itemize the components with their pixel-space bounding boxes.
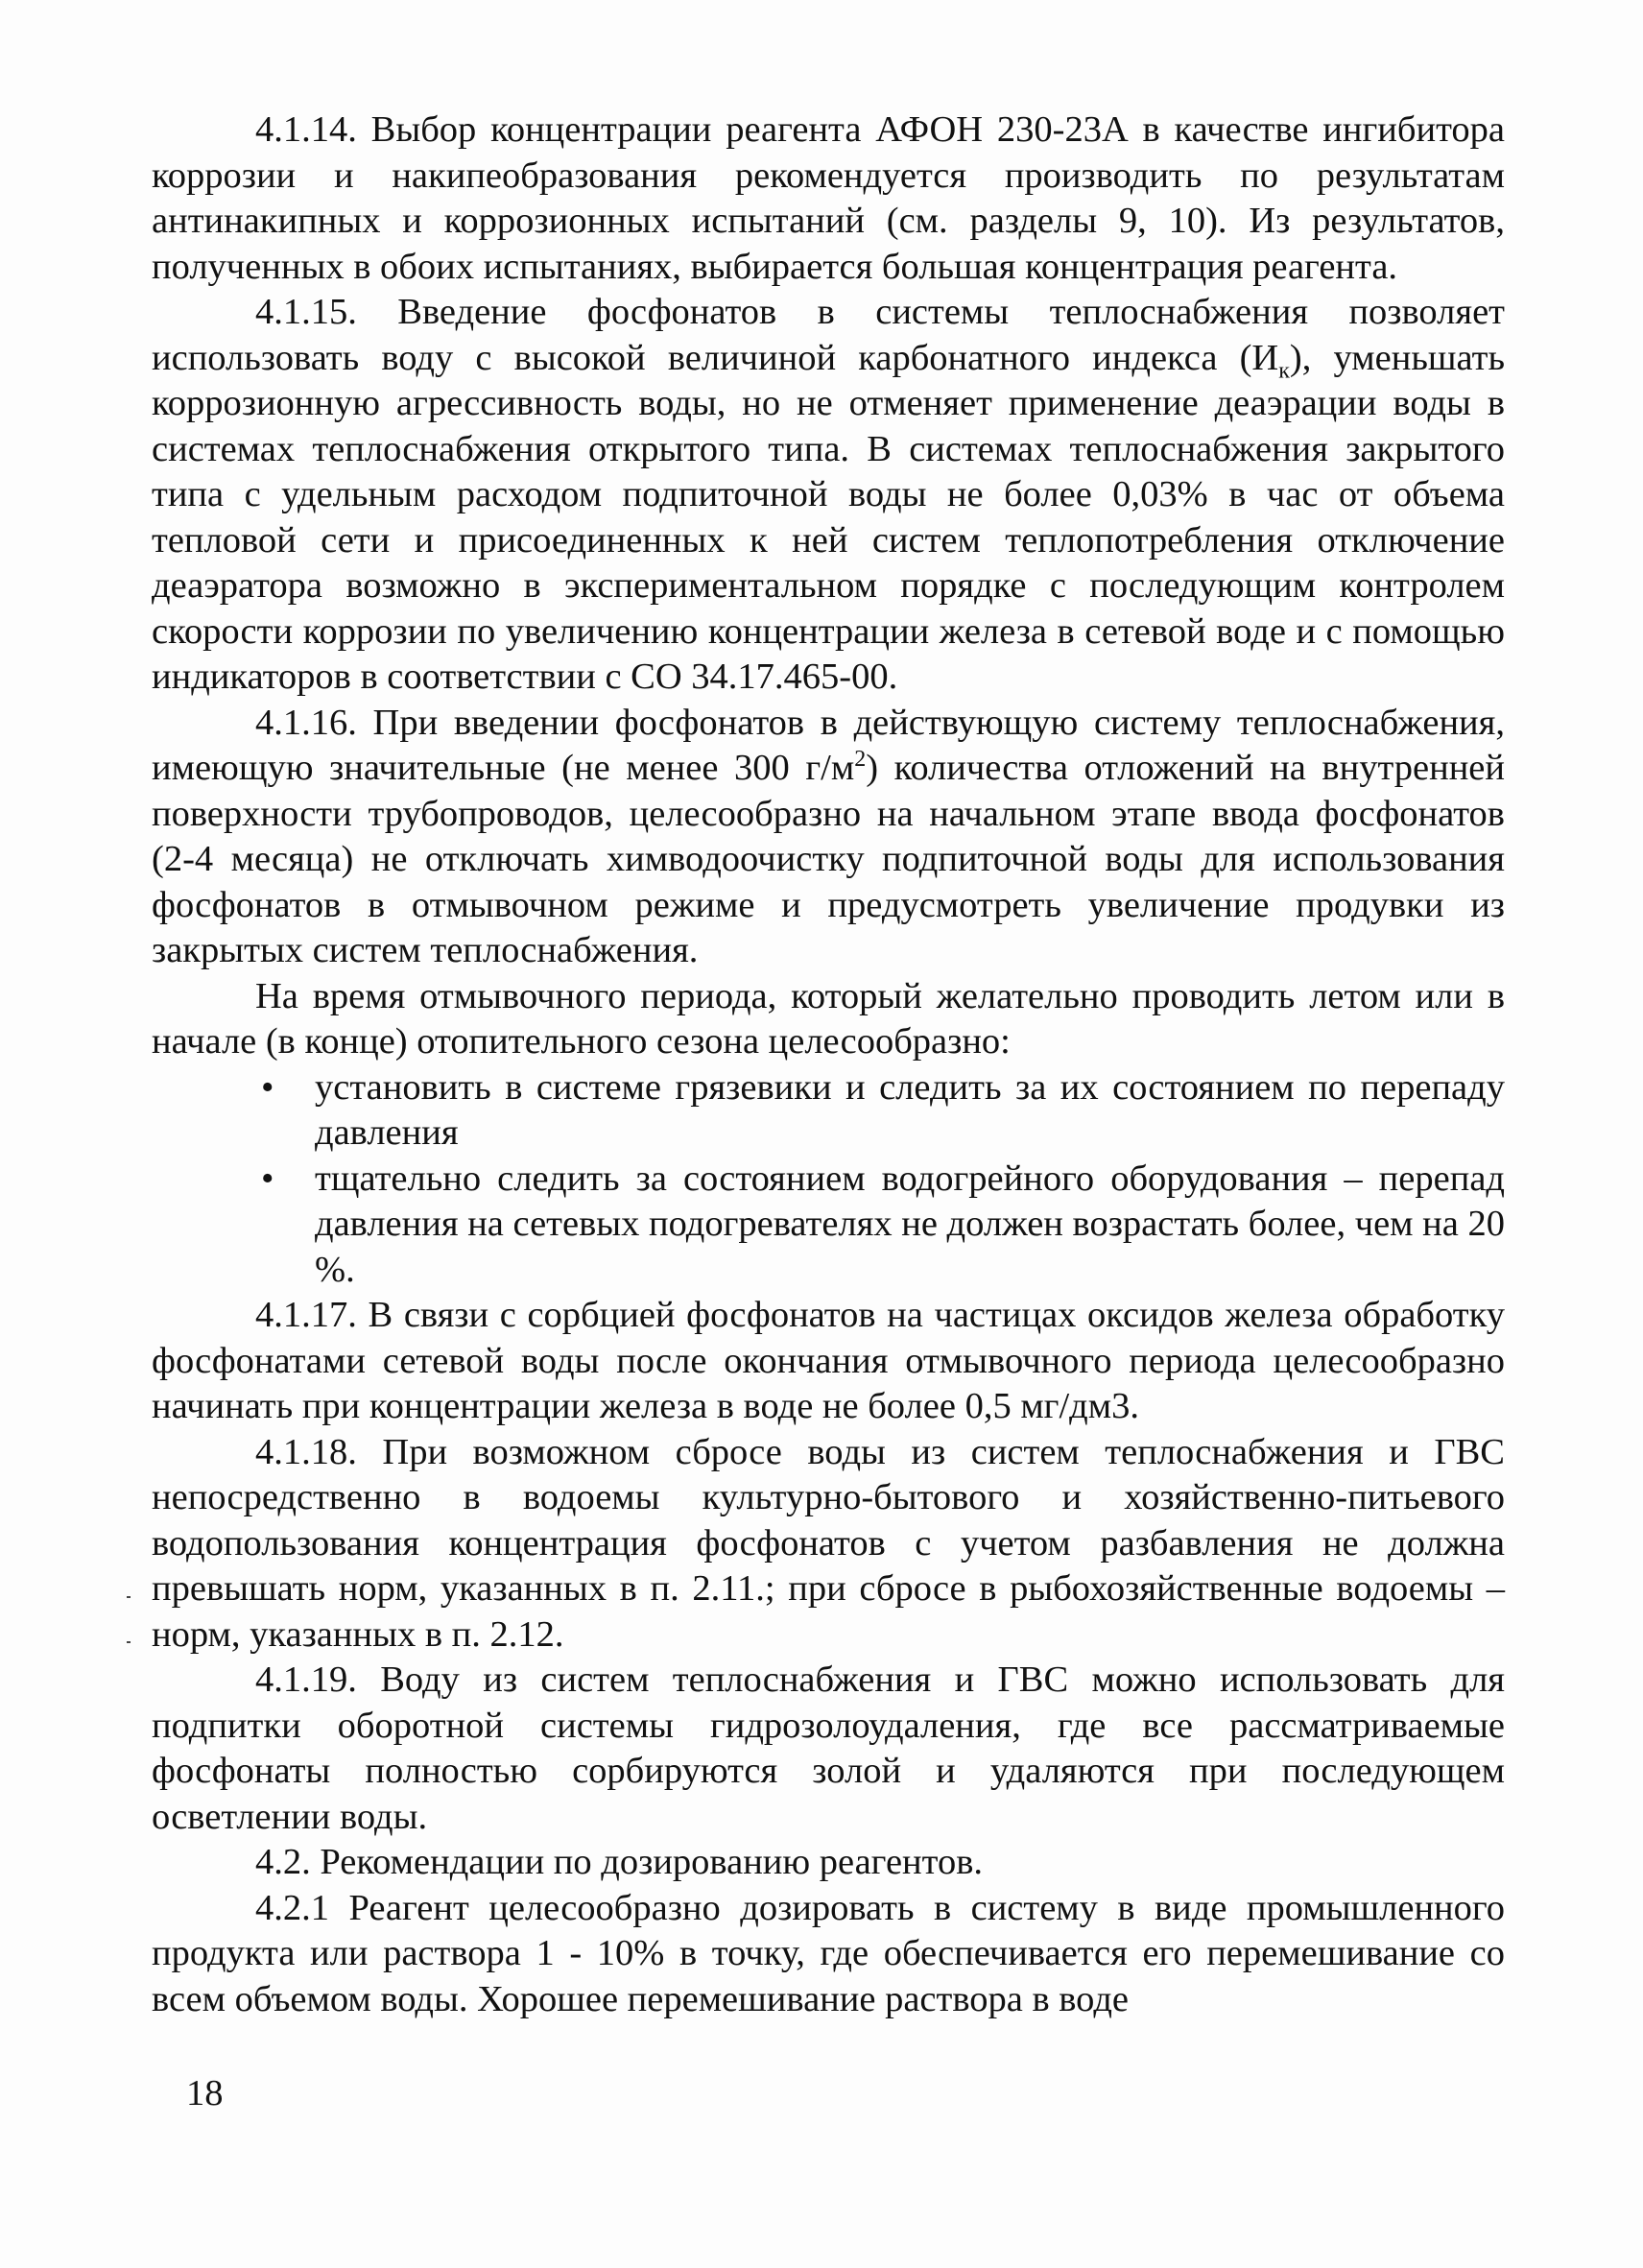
list-item [152,1065,1505,1157]
paragraph-4-1-16-part-a: 4.1.16. При введении фосфонатов в действующую систему теплоснабжения, имеющую значительные (не менее 300 г/м [152,702,1505,788]
paragraph-4-1-16-part-b: ) количества отложений на внутренней поверхности трубопроводов, целесообразно на начальном этапе ввода фосфонатов (2-4 месяца) не отключать химводоочистку подпиточной воды для использования фосфонатов в отмывочном режиме и предусмотреть увеличение продувки из закрытых систем теплоснабжения. [152,748,1505,970]
bullet-icon: • [261,1158,274,1199]
paragraph-4-1-18: 4.1.18. При возможном сбросе воды из систем теплоснабжения и ГВС непосредственно в водоемы культурно-бытового и хозяйственно-питьевого водопользования концентрация фосфонатов с учетом разбавления не должна превышать норм, указанных в п. 2.11.; при сбросе в рыбохозяйственные водоемы – норм, указанных в п. 2.12. [152,1431,1505,1655]
carbonate-index-subscript: к [1278,358,1290,384]
paragraph-4-1-15-part-a: 4.1.15. Введение фосфонатов в системы теплоснабжения позволяет использовать воду с высокой величиной карбонатного индекса (И [152,292,1505,378]
paragraph-wash-period: На время отмывочного периода, который желательно проводить летом или в начале (в конце) отопительного сезона целесообразно: [152,975,1505,1062]
bullet-icon: • [261,1066,274,1108]
scan-mark [127,1641,131,1643]
paragraph-4-1-14: 4.1.14. Выбор концентрации реагента АФОН 230-23А в качестве ингибитора коррозии и накипеобразования рекомендуется производить по результатам антинакипных и коррозионных испытаний (см. разделы 9, 10). Из результатов, полученных в обоих испытаниях, выбирается большая концентрация реагента. [152,109,1505,287]
list-item-text: тщательно следить за состоянием водогрейного оборудования – перепад давления на сетевых подогревателях не должен возрастать более, чем на 20 %. [315,1158,1505,1290]
square-meter-superscript: 2 [854,747,867,773]
paragraph-4-2-1: 4.2.1 Реагент целесообразно дозировать в систему в виде промышленного продукта или раствора 1 - 10% в точку, где обеспечивается его перемешивание со всем объемом воды. Хорошее перемешивание раствора в воде [152,1887,1505,2019]
page-number: 18 [186,2073,224,2113]
paragraph-4-1-17: 4.1.17. В связи с сорбцией фосфонатов на частицах оксидов железа обработку фосфонатами сетевой воды после окончания отмывочного периода целесообразно начинать при концентрации железа в воде не более 0,5 мг/дм3. [152,1295,1505,1426]
paragraph-4-1-15-part-b: ), уменьшать коррозионную агрессивность воды, но не отменяет применение деаэрации воды в системах теплоснабжения открытого типа. В системах теплоснабжения закрытого типа с удельным расходом подпиточной воды не более 0,03% в час от объема тепловой сети и присоединенных к ней систем теплопотребления отключение деаэратора возможно в экспериментальном порядке с последующим контролем скорости коррозии по увеличению концентрации железа в сетевой воде и с помощью индикаторов в соответствии с СО 34.17.465-00. [152,337,1506,697]
paragraph-4-1-15 [152,290,1505,701]
paragraph-4-1-16 [152,701,1505,974]
body-text [152,107,1505,2022]
paragraph-4-2: 4.2. Рекомендации по дозированию реагентов. [255,1842,984,1882]
scan-mark [127,1596,131,1598]
paragraph-4-1-19: 4.1.19. Воду из систем теплоснабжения и ГВС можно использовать для подпитки оборотной системы гидрозолоудаления, где все рассматриваемые фосфонаты полностью сорбируются золой и удаляются при последующем осветлении воды. [152,1659,1505,1837]
list-item-text: установить в системе грязевики и следить за их состоянием по перепаду давления [315,1066,1505,1153]
list-item [152,1157,1505,1294]
recommendation-list [152,1065,1505,1294]
